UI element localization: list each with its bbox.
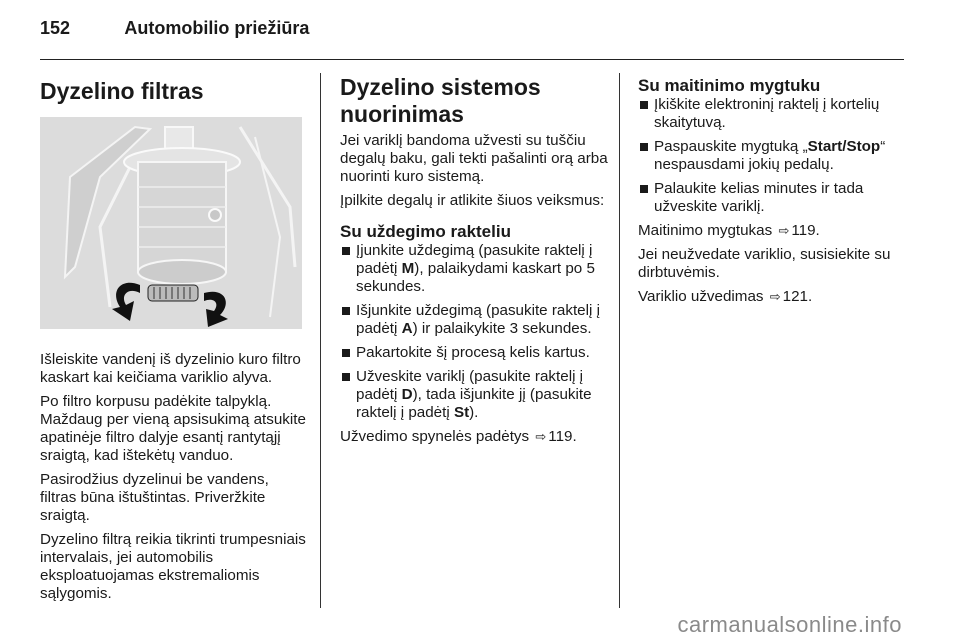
arrow-right-icon: ⇨ — [778, 223, 790, 238]
paragraph: Jei variklį bandoma užvesti su tuščiu degalų baku, gali tekti pašalinti orą arba nuorinti kuro sistemą. — [340, 132, 608, 185]
button-label: Start/Stop — [807, 138, 881, 155]
step-text: “ nespausdami jokių pedalų. — [654, 138, 886, 173]
position-label: D — [401, 386, 413, 403]
header-rule — [40, 59, 904, 60]
paragraph: Po filtro korpusu padėkite talpyklą. Maždaug per vieną apsisukimą atsukite apatinėje filtro dalyje esantį rantytąjį sraigtą, kad ištekėtų vanduo. — [40, 393, 306, 464]
paragraph: Įpilkite degalų ir atlikite šiuos veiksmus: — [340, 192, 605, 209]
chapter-title: Automobilio priežiūra — [124, 18, 310, 38]
list-item — [340, 344, 608, 362]
arrow-right-icon: ⇨ — [769, 289, 781, 304]
page-header — [40, 18, 309, 39]
step-text: ) ir palaikykite 3 sekundes. — [412, 320, 592, 337]
subheading: Su uždegimo rakteliu — [340, 222, 511, 241]
position-label: A — [401, 320, 413, 337]
diesel-filter-icon — [40, 117, 302, 329]
step-text: Įjunkite uždegimą (pasukite raktelį į padėtį — [356, 242, 593, 277]
step-text: ). — [469, 404, 479, 421]
position-label: St — [453, 404, 470, 421]
watermark: carmanualsonline.info — [677, 612, 902, 637]
paragraph: Dyzelino filtrą reikia tikrinti trumpesniais intervalais, jei automobilis eksploatuojamas ekstremaliomis sąlygomis. — [40, 531, 306, 602]
reference-text: Variklio užvedimas — [638, 288, 764, 305]
column-divider — [320, 73, 321, 608]
list-item — [638, 180, 910, 216]
list-item — [340, 242, 608, 296]
column-diesel-filter — [40, 74, 308, 609]
column-power-button — [638, 74, 910, 312]
column-divider — [619, 73, 620, 608]
page-ref: 119. — [548, 428, 577, 445]
step-text: ), tada išjunkite jį (pasukite raktelį į padėtį — [356, 386, 592, 421]
step-text: Palaukite kelias minutes ir tada užveskite variklį. — [654, 180, 864, 215]
reference-text: Užvedimo spynelės padėtys — [340, 428, 530, 445]
step-list — [638, 96, 910, 216]
paragraph: Jei neužvedate variklio, susisiekite su dirbtuvėmis. — [638, 246, 891, 281]
step-text: Įkiškite elektroninį raktelį į kortelių skaitytuvą. — [654, 96, 880, 131]
step-text: Užveskite variklį (pasukite raktelį į padėtį — [356, 368, 584, 403]
cross-reference[interactable] — [638, 222, 910, 240]
page-number: 152 — [40, 18, 71, 38]
step-list — [340, 242, 608, 422]
reference-text: Maitinimo mygtukas — [638, 222, 773, 239]
paragraph: Išleiskite vandenį iš dyzelinio kuro filtro kaskart kai keičiama variklio alyva. — [40, 351, 301, 386]
step-text: Išjunkite uždegimą (pasukite raktelį į padėtį — [356, 302, 600, 337]
list-item — [340, 302, 608, 338]
list-item — [340, 368, 608, 422]
step-text: Pakartokite šį procesą kelis kartus. — [356, 344, 590, 361]
arrow-right-icon: ⇨ — [535, 429, 547, 444]
page-ref: 121. — [782, 288, 813, 305]
list-item — [638, 138, 910, 174]
step-text: Paspauskite mygtuką „ — [654, 138, 808, 155]
cross-reference[interactable] — [340, 428, 608, 446]
column-bleeding — [340, 74, 608, 452]
cross-reference[interactable] — [638, 288, 910, 306]
page-ref: 119. — [791, 222, 820, 239]
position-label: M — [401, 260, 415, 277]
section-title: Dyzelino sistemos nuorinimas — [340, 74, 541, 127]
section-title: Dyzelino filtras — [40, 78, 204, 104]
step-text: ), palaikydami kaskart po 5 sekundes. — [356, 260, 595, 295]
subheading: Su maitinimo mygtuku — [638, 76, 821, 95]
paragraph: Pasirodžius dyzelinui be vandens, filtras būna ištuštintas. Priveržkite sraigtą. — [40, 471, 269, 524]
list-item — [638, 96, 910, 132]
diesel-filter-illustration — [40, 117, 302, 329]
